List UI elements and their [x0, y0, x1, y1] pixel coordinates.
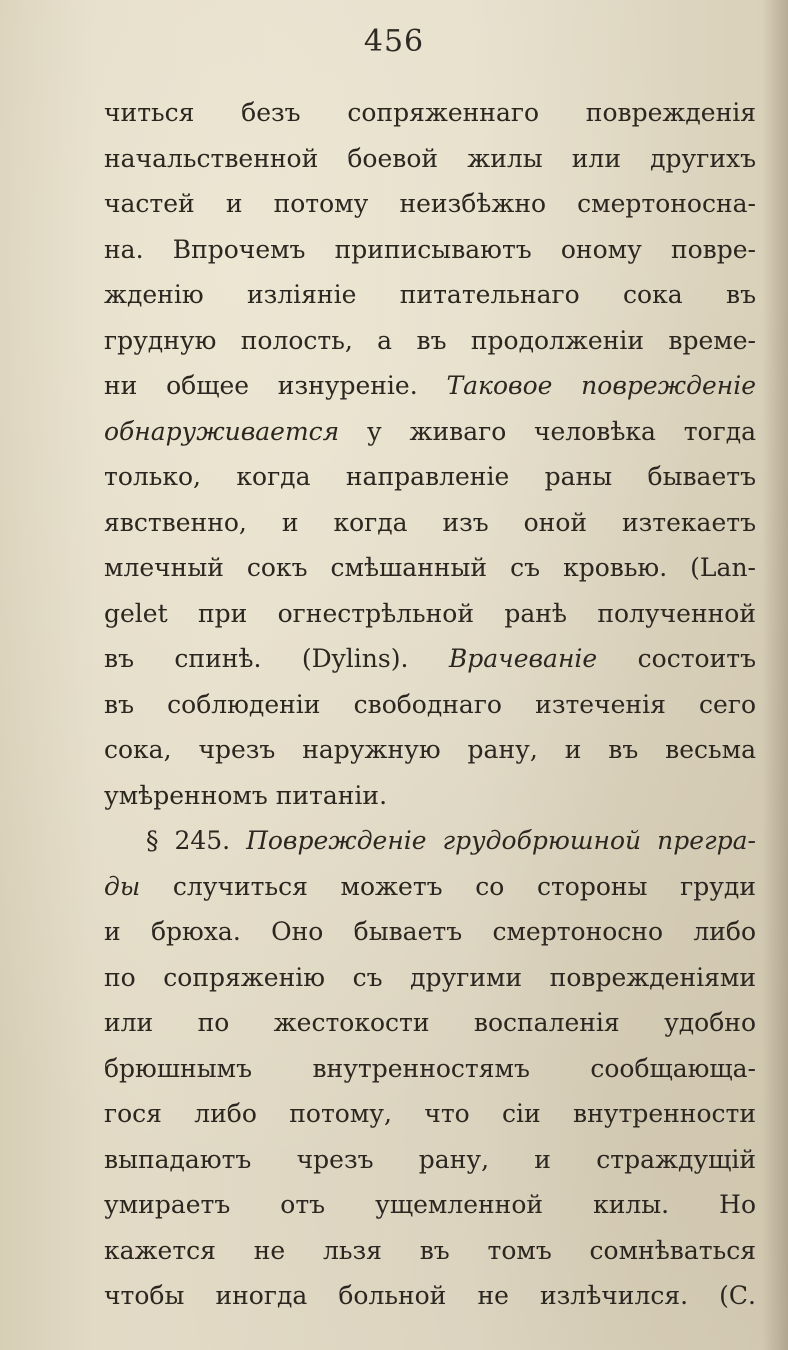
text-segment: грудную полость, а въ продолженіи време-	[104, 325, 756, 355]
text-segment: явственно, и когда изъ оной изтекаетъ	[104, 507, 756, 537]
text-segment: и брюха. Оно бываетъ смертоносно либо	[104, 917, 756, 946]
text-line	[104, 409, 756, 455]
text-line	[104, 1273, 756, 1319]
italic-text-segment: Врачеваніе	[448, 644, 598, 673]
text-segment: чтобы иногда больной не излѣчился. (С.	[104, 1281, 756, 1310]
page-number: 456	[363, 24, 425, 59]
text-line	[104, 500, 756, 546]
text-line	[104, 545, 756, 591]
text-segment: умираетъ отъ ущемленной килы. Но	[104, 1190, 756, 1219]
text-segment: читься безъ сопряженнаго поврежденія	[104, 98, 756, 127]
body-text	[104, 90, 756, 1319]
text-segment: или по жестокости воспаленія удобно	[104, 1008, 756, 1037]
text-segment: сока, чрезъ наружную рану, и въ весьма	[104, 735, 756, 764]
text-segment: умѣренномъ питаніи.	[104, 780, 388, 810]
text-line	[104, 363, 756, 409]
text-segment: ни общее изнуреніе.	[104, 371, 447, 400]
text-line	[104, 727, 756, 773]
text-line	[104, 682, 756, 728]
text-line	[104, 636, 756, 682]
text-segment: состоитъ	[597, 644, 756, 673]
text-segment: у живаго человѣка тогда	[339, 416, 756, 446]
text-line	[104, 1182, 756, 1228]
italic-text-segment: Поврежденіе грудобрюшной прегра-	[246, 826, 756, 855]
text-segment: въ соблюденіи свободнаго изтеченія сего	[104, 689, 756, 719]
text-segment: начальственной боевой жилы или другихъ	[104, 143, 756, 173]
text-line	[104, 773, 756, 819]
text-line	[104, 864, 756, 910]
text-segment: гося либо потому, что сіи внутренности	[104, 1099, 756, 1128]
italic-text-segment: обнаруживается	[104, 416, 340, 446]
text-line	[104, 1137, 756, 1183]
text-segment: кажется не льзя въ томъ сомнѣваться	[104, 1235, 756, 1265]
text-segment: § 245.	[146, 826, 247, 855]
text-segment: выпадаютъ чрезъ рану, и страждущій	[104, 1144, 756, 1174]
text-line	[104, 1000, 756, 1046]
text-segment: въ спинѣ. (Dylins).	[104, 644, 449, 673]
text-segment: брюшнымъ внутренностямъ сообщающа-	[104, 1053, 756, 1083]
text-line	[104, 318, 756, 364]
text-line	[104, 272, 756, 318]
text-segment: частей и потому неизбѣжно смертоносна-	[104, 189, 756, 218]
text-segment: жденію изліяніе питательнаго сока въ	[104, 280, 756, 309]
text-line	[104, 818, 756, 864]
text-segment: случиться можетъ со стороны груди	[140, 871, 756, 901]
text-line	[104, 909, 756, 955]
text-segment: по сопряженію съ другими поврежденіями	[104, 962, 756, 992]
text-line	[104, 136, 756, 182]
text-line	[104, 1228, 756, 1274]
text-line	[104, 181, 756, 227]
text-segment: gelet при огнестрѣльной ранѣ полученной	[104, 598, 756, 628]
text-line	[104, 227, 756, 273]
italic-text-segment: Таковое поврежденіе	[446, 371, 756, 400]
text-segment: только, когда направленіе раны бываетъ	[104, 462, 756, 491]
text-line	[104, 1091, 756, 1137]
text-line	[104, 1046, 756, 1092]
page-edge-shadow	[762, 0, 788, 1350]
text-line	[104, 454, 756, 500]
text-line	[104, 90, 756, 136]
text-segment: млечный сокъ смѣшанный съ кровью. (Lan-	[104, 553, 756, 582]
text-line	[104, 591, 756, 637]
text-segment: на. Впрочемъ приписываютъ оному повре-	[104, 234, 756, 264]
text-line	[104, 955, 756, 1001]
italic-text-segment: ды	[104, 871, 141, 901]
